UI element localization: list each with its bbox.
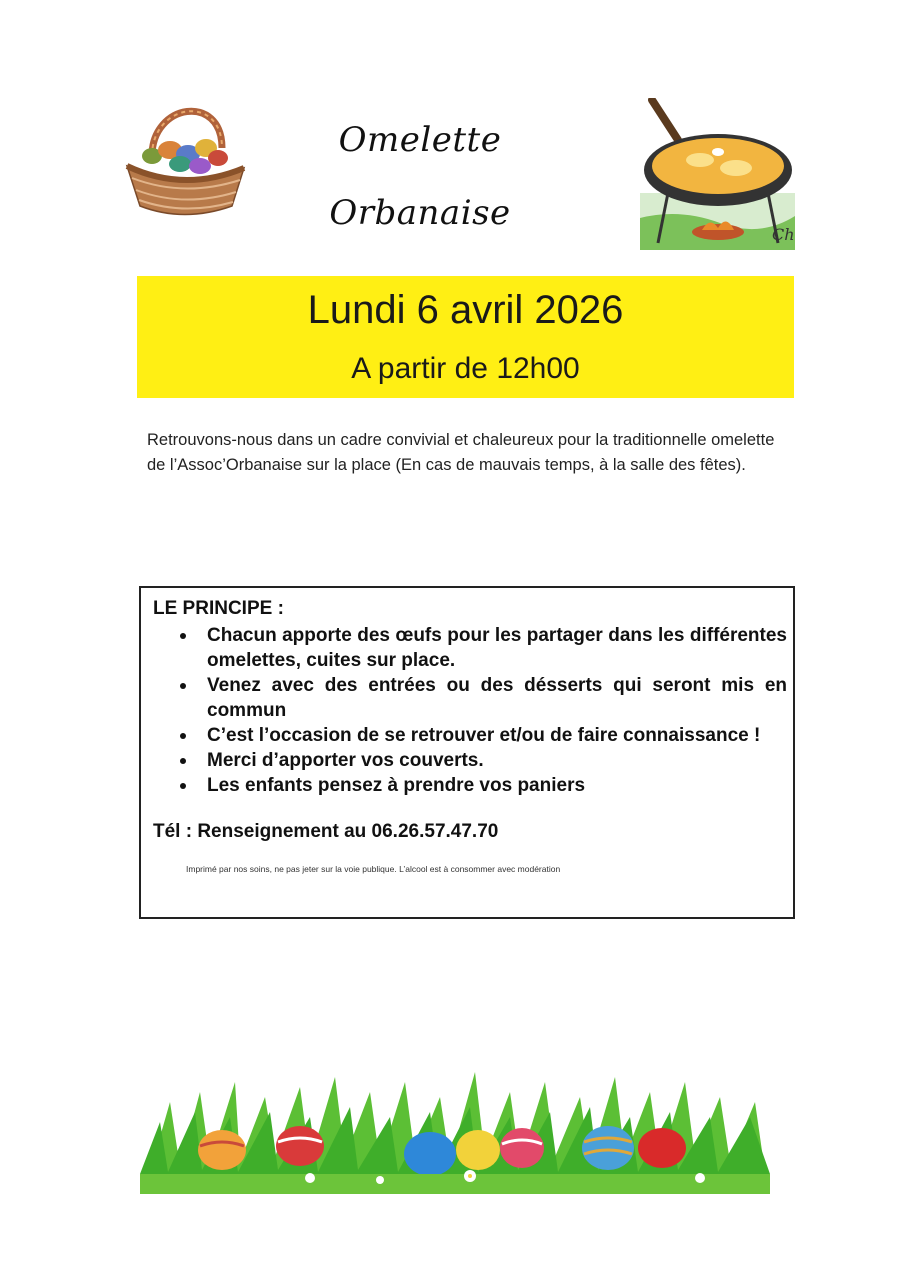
list-item [171,673,787,723]
list-item-text: Chacun apporte des œufs pour les partager dans les différentes omelettes, cuites sur place. [207,625,787,671]
bullet-icon [180,633,186,639]
list-item [171,723,787,748]
list-item-text: Merci d’apporter vos couverts. [207,750,484,771]
list-item-text: C’est l’occasion de se retrouver et/ou de faire connaissance ! [207,725,761,746]
bullet-icon [180,733,186,739]
easter-eggs-grass-icon [140,1062,770,1194]
principle-box [139,586,795,919]
phone-info: Tél : Renseignement au 06.26.57.47.70 [153,821,499,842]
bullet-icon [180,783,186,789]
event-time: A partir de 12h00 [351,352,580,385]
list-item [171,623,787,673]
principle-heading: LE PRINCIPE : [153,598,284,619]
title-line-1: Omelette [338,120,502,160]
title-line-2: Orbanaise [329,193,511,233]
principle-list [171,623,787,798]
omelette-pan-icon [640,98,795,250]
bullet-icon [180,683,186,689]
list-item-text: Les enfants pensez à prendre vos paniers [207,775,586,796]
list-item [171,748,787,773]
fine-print: Imprimé par nos soins, ne pas jeter sur la voie publique. L’alcool est à consommer avec modération [186,864,561,874]
easter-basket-icon [122,98,247,220]
svg-text:Ch: Ch [772,225,795,244]
bullet-icon [180,758,186,764]
intro-paragraph: Retrouvons-nous dans un cadre convivial et chaleureux pour la traditionnelle omelette de l’Assoc’Orbanaise sur la place (En cas de mauvais temps, à la salle des fêtes). [147,431,775,474]
event-date: Lundi 6 avril 2026 [307,288,624,332]
list-item [171,773,787,798]
list-item-text: Venez avec des entrées ou des désserts qui seront mis en commun [207,675,787,721]
date-banner [137,276,794,398]
